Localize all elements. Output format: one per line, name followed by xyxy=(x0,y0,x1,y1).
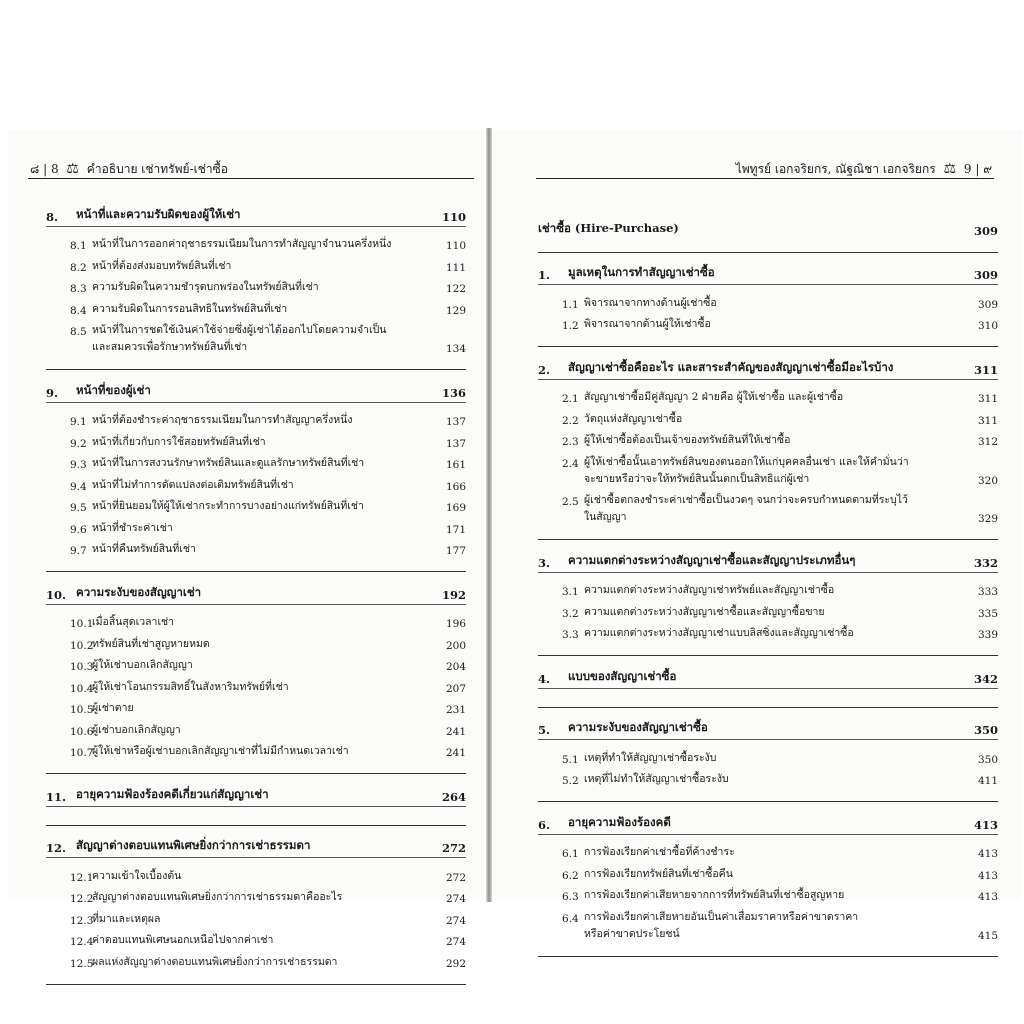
item-title-continued: และสมควรเพื่อรักษาทรัพย์สินที่เช่า xyxy=(92,341,248,353)
item-number: 9.1 xyxy=(70,416,87,428)
section-title: อายุความฟ้องร้องคดี xyxy=(568,814,671,829)
toc-item-row xyxy=(46,450,466,472)
item-title: การฟ้องเรียกทรัพย์สินที่เช่าซื้อคืน xyxy=(584,867,733,880)
item-number: 12.2 xyxy=(70,893,94,905)
item-page: 166 xyxy=(445,480,466,493)
item-page: 310 xyxy=(977,320,998,332)
item-title-continued: จะขายหรือว่าจะให้ทรัพย์สินนั้นตกเป็นสิทธิแก่ผู้เช่า xyxy=(584,472,810,485)
toc-section-row xyxy=(538,261,998,283)
item-page: 204 xyxy=(445,661,466,673)
authors: ไพทูรย์ เอกจริยกร, ณัฐณิชา เอกจริยกร xyxy=(735,162,936,176)
toc-section-row xyxy=(538,716,998,738)
section-number: 10. xyxy=(46,587,67,602)
item-page: 207 xyxy=(445,682,466,695)
section-divider xyxy=(46,811,466,826)
item-number: 6.3 xyxy=(562,891,579,903)
toc-item-row xyxy=(538,620,998,642)
left-running-head: ๘ | 8 ⚖ คำอธิบาย เช่าทรัพย์-เช่าซื้อ xyxy=(30,161,228,177)
item-page: 231 xyxy=(445,704,466,716)
section-rule xyxy=(538,570,998,573)
toc-item-row xyxy=(46,252,466,274)
toc-item-continuation xyxy=(538,508,998,525)
toc-item-row xyxy=(46,493,466,515)
item-title: ผู้ให้เช่าซื้อนั้นเอาทรัพย์สินของตนออกให้แก่บุคคลอื่นเช่า และให้คำมั่นว่า xyxy=(584,455,909,468)
section-divider xyxy=(538,787,998,802)
toc-section-row xyxy=(46,202,466,224)
item-title: หน้าที่ยินยอมให้ผู้ให้เช่ากระทำการบางอย่างแก่ทรัพย์สินที่เช่า xyxy=(92,500,364,512)
item-number: 10.2 xyxy=(70,639,94,652)
toc-item-row xyxy=(46,514,466,536)
section-title: หน้าที่ของผู้เช่า xyxy=(76,382,151,397)
page-number: 8 xyxy=(50,162,59,176)
item-number: 2.4 xyxy=(562,457,579,470)
item-title: หน้าที่ไม่ทำการดัดแปลงต่อเติมทรัพย์สินที่เช่า xyxy=(92,478,294,491)
toc-item-row xyxy=(46,231,466,253)
section-rule xyxy=(46,400,466,403)
section-rule xyxy=(538,238,998,253)
toc-item-row xyxy=(46,862,466,884)
item-title: ผู้ให้เช่าหรือผู้เช่าบอกเลิกสัญญาเช่าที่ไม่มีกำหนดเวลาเช่า xyxy=(92,745,349,757)
item-title: วัตถุแห่งสัญญาเช่าซื้อ xyxy=(584,412,683,425)
toc-item-row xyxy=(46,884,466,906)
item-title: ผู้ให้เช่าบอกเลิกสัญญา xyxy=(92,659,193,671)
section-rule xyxy=(538,377,998,380)
item-page: 272 xyxy=(445,871,466,884)
item-page: 274 xyxy=(445,893,466,905)
section-page: 264 xyxy=(441,789,466,804)
toc-section-row xyxy=(46,834,466,856)
item-number: 10.6 xyxy=(70,725,94,738)
item-title: ที่มาและเหตุผล xyxy=(92,912,161,925)
item-page: 329 xyxy=(977,513,998,525)
toc-item-row xyxy=(46,673,466,695)
section-divider xyxy=(538,641,998,656)
item-number: 10.7 xyxy=(70,747,94,759)
item-title: ผู้เช่าบอกเลิกสัญญา xyxy=(92,723,181,736)
item-title: สัญญาต่างตอบแทนพิเศษยิ่งกว่าการเช่าธรรมดาคืออะไร xyxy=(92,891,343,903)
item-title: การฟ้องเรียกค่าเสียหายจากการที่ทรัพย์สินที่เช่าซื้อสูญหาย xyxy=(584,889,845,901)
item-number: 5.1 xyxy=(562,753,579,766)
item-page: 196 xyxy=(445,618,466,630)
item-page: 413 xyxy=(977,891,998,903)
item-number: 9.5 xyxy=(70,502,87,514)
item-title: ความแตกต่างระหว่างสัญญาเช่าซื้อและสัญญาซื้อขาย xyxy=(584,605,825,618)
toc-item-row xyxy=(538,577,998,599)
item-page: 171 xyxy=(445,523,466,536)
item-number: 12.1 xyxy=(70,871,94,884)
section-title: ความระงับของสัญญาเช่าซื้อ xyxy=(568,720,708,734)
section-rule xyxy=(538,737,998,740)
page-number: 9 xyxy=(963,162,972,176)
section-number: 2. xyxy=(538,362,551,377)
toc-section-row xyxy=(46,580,466,602)
item-page: 177 xyxy=(445,545,466,557)
header-rule xyxy=(28,178,474,179)
item-page: 169 xyxy=(445,502,466,514)
header-rule xyxy=(536,178,994,179)
item-number: 2.5 xyxy=(562,496,579,508)
toc-item-row xyxy=(538,384,998,406)
item-title-continued: หรือค่าขาดประโยชน์ xyxy=(584,927,680,940)
item-number: 6.1 xyxy=(562,848,579,860)
toc-section-row xyxy=(538,664,998,686)
toc-item-row xyxy=(538,405,998,427)
section-number: 5. xyxy=(538,723,551,737)
toc-item-row xyxy=(46,609,466,631)
section-divider xyxy=(538,942,998,957)
section-number: 11. xyxy=(46,789,67,804)
section-title: ความแตกต่างระหว่างสัญญาเช่าซื้อและสัญญาประเภทอื่นๆ xyxy=(568,552,856,567)
section-page: 136 xyxy=(441,385,466,400)
part-page: 309 xyxy=(973,223,998,238)
item-page: 333 xyxy=(977,586,998,598)
item-number: 2.1 xyxy=(562,393,579,405)
toc-item-row xyxy=(538,903,998,925)
item-title: พิจารณาจากด้านผู้ให้เช่าซื้อ xyxy=(584,318,711,330)
toc-item-row xyxy=(538,860,998,882)
item-number: 10.5 xyxy=(70,704,94,716)
item-page: 274 xyxy=(445,914,466,927)
section-title: สัญญาต่างตอบแทนพิเศษยิ่งกว่าการเช่าธรรมดา xyxy=(76,838,311,852)
thai-page-number: ๙ xyxy=(983,162,992,176)
section-number: 3. xyxy=(538,555,551,570)
item-title: เหตุที่ทำให้สัญญาเช่าซื้อระงับ xyxy=(584,751,717,764)
section-number: 4. xyxy=(538,671,551,686)
item-page: 339 xyxy=(977,629,998,641)
item-title: หน้าที่ในการชดใช้เงินค่าใช้จ่ายซึ่งผู้เช่าได้ออกไปโดยความจำเป็น xyxy=(92,324,387,336)
toc-item-row xyxy=(46,927,466,949)
item-title: หน้าที่ชำระค่าเช่า xyxy=(92,521,173,534)
section-page: 272 xyxy=(441,841,466,855)
toc-item-continuation xyxy=(538,470,998,487)
section-title: แบบของสัญญาเช่าซื้อ xyxy=(568,668,677,683)
item-page: 111 xyxy=(445,261,466,274)
toc-item-row xyxy=(538,448,998,470)
section-number: 8. xyxy=(46,209,59,224)
scales-of-justice-icon: ⚖ xyxy=(66,161,79,177)
item-page: 309 xyxy=(977,298,998,311)
item-title: ผู้เช่าซื้อตกลงชำระค่าเช่าซื้อเป็นงวดๆ จนกว่าจะครบกำหนดตามที่ระบุไว้ xyxy=(584,494,908,506)
item-number: 12.3 xyxy=(70,914,94,927)
item-number: 8.4 xyxy=(70,304,87,317)
section-number: 9. xyxy=(46,385,59,400)
item-number: 8.5 xyxy=(70,326,87,338)
item-number: 3.1 xyxy=(562,586,579,598)
section-title: มูลเหตุในการทำสัญญาเช่าซื้อ xyxy=(568,265,715,279)
item-title: ความแตกต่างระหว่างสัญญาเช่าทรัพย์และสัญญาเช่าซื้อ xyxy=(584,584,835,596)
item-number: 10.1 xyxy=(70,618,94,630)
item-number: 12.5 xyxy=(70,957,94,970)
section-rule xyxy=(538,686,998,689)
item-page: 122 xyxy=(445,283,466,295)
item-title: ความเข้าใจเบื้องต้น xyxy=(92,869,182,882)
item-number: 6.2 xyxy=(562,869,579,882)
section-rule xyxy=(46,804,466,807)
item-page: 161 xyxy=(445,459,466,471)
item-number: 3.3 xyxy=(562,629,579,641)
book-title: คำอธิบาย เช่าทรัพย์-เช่าซื้อ xyxy=(86,162,228,176)
item-title: ผู้ให้เช่าโอนกรรมสิทธิ์ในสังหาริมทรัพย์ที่เช่า xyxy=(92,680,289,693)
toc-item-row xyxy=(46,407,466,429)
section-divider xyxy=(538,332,998,347)
toc-item-continuation xyxy=(46,338,466,355)
item-page: 411 xyxy=(977,775,998,787)
item-page: 413 xyxy=(977,869,998,882)
item-title: ผลแห่งสัญญาต่างตอบแทนพิเศษยิ่งกว่าการเช่าธรรมดา xyxy=(92,955,338,968)
toc-item-row xyxy=(538,311,998,333)
section-number: 6. xyxy=(538,817,551,832)
item-title: ทรัพย์สินที่เช่าสูญหายหมด xyxy=(92,637,210,650)
part-heading-row xyxy=(538,216,998,238)
item-title: หน้าที่ในการออกค่าฤชาธรรมเนียมในการทำสัญญาจำนวนครึ่งหนึ่ง xyxy=(92,238,392,250)
item-title: หน้าที่คืนทรัพย์สินที่เช่า xyxy=(92,543,196,555)
item-number: 8.2 xyxy=(70,261,87,274)
item-title: เหตุที่ไม่ทำให้สัญญาเช่าซื้อระงับ xyxy=(584,773,729,785)
item-title: ความรับผิดในความชำรุดบกพร่องในทรัพย์สินที่เช่า xyxy=(92,281,319,293)
item-title: ค่าตอบแทนพิเศษนอกเหนือไปจากค่าเช่า xyxy=(92,934,274,946)
toc-item-row xyxy=(46,428,466,450)
toc-item-row xyxy=(538,839,998,861)
section-title: หน้าที่และความรับผิดของผู้ให้เช่า xyxy=(76,206,241,221)
section-page: 311 xyxy=(973,362,998,377)
item-number: 6.4 xyxy=(562,912,579,925)
toc-item-row xyxy=(46,738,466,760)
thai-page-number: ๘ xyxy=(30,162,40,176)
table-of-contents xyxy=(538,216,998,965)
item-number: 10.4 xyxy=(70,682,94,695)
toc-item-row xyxy=(538,289,998,311)
toc-item-row xyxy=(538,427,998,449)
item-number: 8.3 xyxy=(70,283,87,295)
item-number: 8.1 xyxy=(70,240,87,252)
toc-item-row xyxy=(46,716,466,738)
table-of-contents xyxy=(46,202,466,993)
item-page: 415 xyxy=(977,929,998,942)
toc-section-row xyxy=(46,782,466,804)
item-number: 9.3 xyxy=(70,459,87,471)
item-title: ผู้ให้เช่าซื้อต้องเป็นเจ้าของทรัพย์สินที่ให้เช่าซื้อ xyxy=(584,434,791,446)
item-page: 274 xyxy=(445,936,466,948)
section-divider xyxy=(46,355,466,370)
item-title: หน้าที่ต้องส่งมอบทรัพย์สินที่เช่า xyxy=(92,259,232,272)
item-page: 137 xyxy=(445,437,466,450)
toc-item-row xyxy=(46,471,466,493)
item-page: 413 xyxy=(977,848,998,860)
section-rule xyxy=(46,855,466,858)
item-number: 9.6 xyxy=(70,523,87,536)
item-page: 137 xyxy=(445,416,466,428)
item-number: 12.4 xyxy=(70,936,94,948)
item-number: 10.3 xyxy=(70,661,94,673)
item-page: 241 xyxy=(445,725,466,738)
section-page: 192 xyxy=(441,587,466,602)
section-rule xyxy=(46,602,466,605)
toc-item-continuation xyxy=(538,925,998,942)
section-title: ความระงับของสัญญาเช่า xyxy=(76,584,202,599)
toc-item-row xyxy=(46,630,466,652)
section-divider xyxy=(538,693,998,708)
item-title: หน้าที่ในการสงวนรักษาทรัพย์สินและดูแลรักษาทรัพย์สินที่เช่า xyxy=(92,457,365,469)
section-number: 12. xyxy=(46,841,67,855)
section-rule xyxy=(538,282,998,285)
section-divider xyxy=(46,759,466,774)
item-number: 1.1 xyxy=(562,298,579,311)
item-title: หน้าที่ต้องชำระค่าฤชาธรรมเนียมในการทำสัญญาครึ่งหนึ่ง xyxy=(92,414,353,426)
item-title: หน้าที่เกี่ยวกับการใช้สอยทรัพย์สินที่เช่า xyxy=(92,435,266,448)
section-page: 413 xyxy=(973,817,998,832)
toc-item-row xyxy=(538,487,998,509)
item-page: 110 xyxy=(445,240,466,252)
toc-item-row xyxy=(46,905,466,927)
item-title: การฟ้องเรียกค่าเช่าซื้อที่ค้างชำระ xyxy=(584,846,735,858)
item-number: 5.2 xyxy=(562,775,579,787)
item-page: 241 xyxy=(445,747,466,759)
item-page: 200 xyxy=(445,639,466,652)
toc-item-row xyxy=(538,598,998,620)
part-title: เช่าซื้อ (Hire-Purchase) xyxy=(538,220,679,235)
left-page xyxy=(8,130,486,970)
item-number: 1.2 xyxy=(562,320,579,332)
item-page: 311 xyxy=(977,393,998,405)
item-title: ผู้เช่าตาย xyxy=(92,702,134,714)
item-title: เมื่อสิ้นสุดเวลาเช่า xyxy=(92,616,175,628)
section-page: 110 xyxy=(441,209,466,224)
section-number: 1. xyxy=(538,268,551,282)
item-page: 335 xyxy=(977,607,998,620)
toc-section-row xyxy=(538,355,998,377)
section-title: สัญญาเช่าซื้อคืออะไร และสาระสำคัญของสัญญาเช่าซื้อมีอะไรบ้าง xyxy=(568,359,894,374)
item-number: 9.7 xyxy=(70,545,87,557)
toc-item-row xyxy=(538,766,998,788)
right-running-head: ไพทูรย์ เอกจริยกร, ณัฐณิชา เอกจริยกร ⚖ 9 | ๙ xyxy=(735,161,992,177)
section-page: 342 xyxy=(973,671,998,686)
section-rule xyxy=(538,832,998,835)
toc-section-row xyxy=(46,378,466,400)
toc-item-row xyxy=(46,536,466,558)
toc-section-row xyxy=(538,810,998,832)
toc-item-row xyxy=(46,295,466,317)
item-number: 3.2 xyxy=(562,607,579,620)
item-number: 2.3 xyxy=(562,436,579,448)
toc-item-row xyxy=(538,744,998,766)
item-number: 9.4 xyxy=(70,480,87,493)
item-page: 311 xyxy=(977,414,998,427)
section-divider xyxy=(538,525,998,540)
item-page: 350 xyxy=(977,753,998,766)
item-page: 129 xyxy=(445,304,466,317)
toc-section-row xyxy=(538,548,998,570)
toc-item-row xyxy=(46,948,466,970)
section-page: 350 xyxy=(973,723,998,737)
item-title: พิจารณาจากทางด้านผู้เช่าซื้อ xyxy=(584,296,717,309)
section-page: 332 xyxy=(973,555,998,570)
section-divider xyxy=(46,557,466,572)
item-page: 312 xyxy=(977,436,998,448)
item-title-continued: ในสัญญา xyxy=(584,511,627,523)
item-page: 320 xyxy=(977,474,998,487)
toc-item-row xyxy=(538,882,998,904)
section-page: 309 xyxy=(973,268,998,282)
item-number: 9.2 xyxy=(70,437,87,450)
toc-item-row xyxy=(46,317,466,339)
section-divider xyxy=(46,970,466,985)
item-page: 292 xyxy=(445,957,466,970)
item-number: 2.2 xyxy=(562,414,579,427)
item-title: ความรับผิดในการรอนสิทธิในทรัพย์สินที่เช่า xyxy=(92,302,288,315)
item-title: ความแตกต่างระหว่างสัญญาเช่าแบบลิสซิ่งและสัญญาเช่าซื้อ xyxy=(584,627,854,639)
item-page: 134 xyxy=(445,343,466,355)
scales-of-justice-icon: ⚖ xyxy=(943,161,957,177)
item-title: สัญญาเช่าซื้อมีคู่สัญญา 2 ฝ่ายคือ ผู้ให้เช่าซื้อ และผู้เช่าซื้อ xyxy=(584,391,844,403)
right-page xyxy=(492,130,1022,942)
section-rule xyxy=(46,224,466,227)
section-title: อายุความฟ้องร้องคดีเกี่ยวแก่สัญญาเช่า xyxy=(76,786,269,801)
toc-item-row xyxy=(46,652,466,674)
item-title: การฟ้องเรียกค่าเสียหายอันเป็นค่าเสื่อมราคาหรือค่าขาดราคา xyxy=(584,910,859,923)
toc-item-row xyxy=(46,274,466,296)
toc-item-row xyxy=(46,695,466,717)
